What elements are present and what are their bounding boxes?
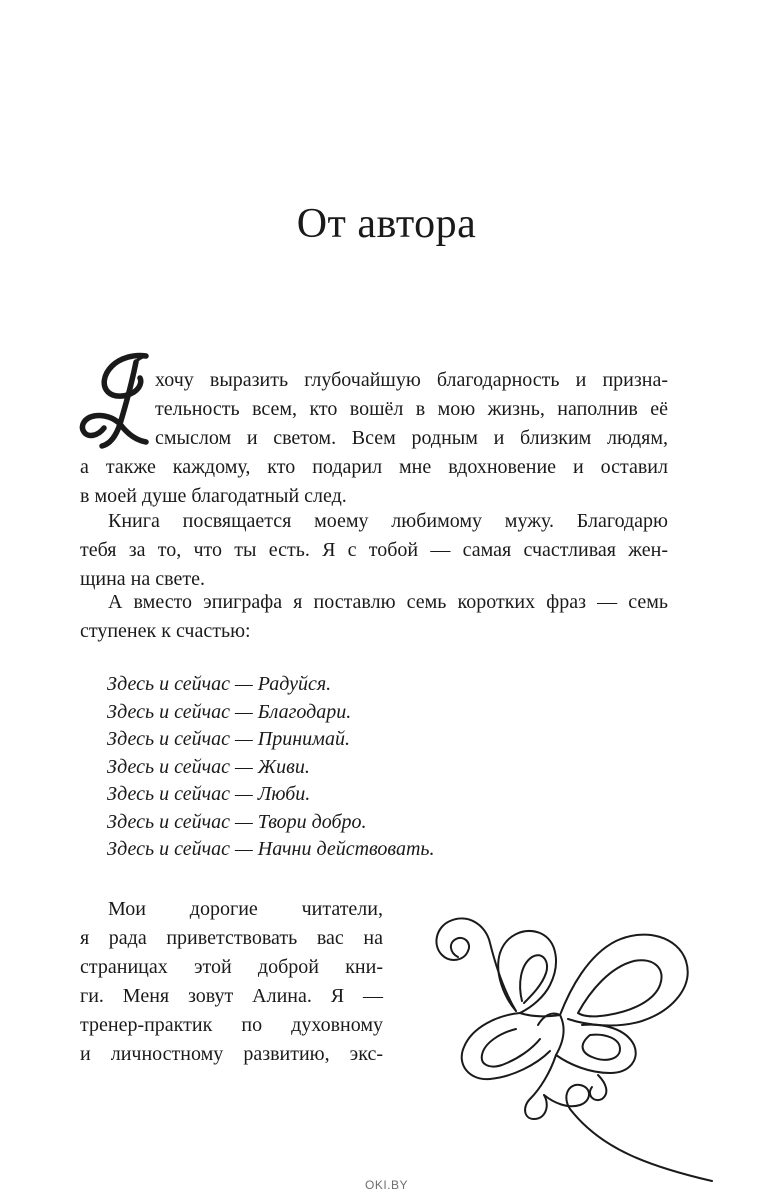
text-line: а также каждому, кто подарил мне вдохновение и оставил: [80, 456, 668, 478]
epigraph-line: Здесь и сейчас — Твори добро.: [107, 810, 367, 833]
epigraph-line: Здесь и сейчас — Благодари.: [107, 700, 352, 723]
text-line: тренер-практик по духовному: [80, 1014, 383, 1036]
epigraph-line: Здесь и сейчас — Живи.: [107, 755, 310, 778]
text-line: ступенек к счастью:: [80, 620, 251, 642]
epigraph-line: Здесь и сейчас — Радуйся.: [107, 673, 332, 695]
paragraph-introduction: [80, 895, 383, 1069]
text-line: Книга посвящается моему любимому мужу. Благодарю: [108, 510, 668, 532]
text-line: ги. Меня зовут Алина. Я —: [80, 985, 383, 1007]
epigraph-line: Здесь и сейчас — Начни действовать.: [107, 838, 435, 860]
text-line: щина на свете.: [80, 568, 205, 590]
text-line: и личностному развитию, экс-: [80, 1043, 383, 1065]
watermark: OKI.BY: [364, 1178, 408, 1192]
page-title: От автора: [296, 201, 477, 247]
text-line: тебя за то, что ты есть. Я с тобой — самая счастливая жен-: [80, 539, 668, 561]
text-line: хочу выразить глубочайшую благодарность и призна-: [155, 369, 668, 391]
text-line: я рада приветствовать вас на: [80, 927, 383, 949]
epigraph-phrases: [107, 671, 435, 864]
paragraph-dedication: [80, 507, 668, 594]
butterfly-icon: [420, 905, 730, 1190]
text-line: Мои дорогие читатели,: [108, 898, 383, 920]
epigraph-line: Здесь и сейчас — Люби.: [107, 783, 311, 805]
paragraph-epigraph-intro: [80, 588, 668, 646]
text-line: в моей душе благодатный след.: [80, 485, 347, 507]
text-line: А вместо эпиграфа я поставлю семь коротких фраз — семь: [108, 591, 668, 613]
epigraph-line: Здесь и сейчас — Принимай.: [107, 728, 350, 750]
text-line: смыслом и светом. Всем родным и близким людям,: [155, 427, 668, 449]
paragraph-gratitude: [80, 366, 668, 511]
text-line: тельность всем, кто вошёл в мою жизнь, наполнив её: [155, 398, 668, 420]
text-line: страницах этой доброй кни-: [80, 956, 383, 978]
